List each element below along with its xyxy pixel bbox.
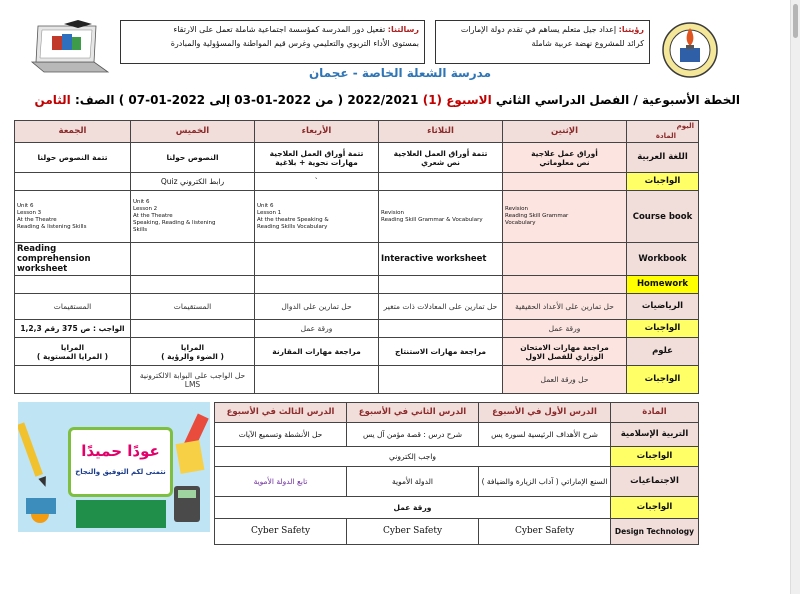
table-row xyxy=(215,519,699,545)
plan-title xyxy=(34,93,740,107)
subjects-lessons-table xyxy=(214,402,699,545)
plan-title-week: الاسبوع (1) xyxy=(422,93,492,107)
homework-cell xyxy=(379,276,503,294)
welcome-back-illustration xyxy=(18,402,210,532)
math-cell: المستقيمات xyxy=(15,294,131,320)
math-cell: حل تمارين على المعادلات ذات متغير xyxy=(379,294,503,320)
arabic-cell: النصوص حولنا xyxy=(131,143,255,173)
workbook-label: Workbook xyxy=(627,243,699,276)
arabic-hw-cell xyxy=(379,173,503,191)
design-cell: Cyber Safety xyxy=(215,519,347,545)
math-homework-label: الواجبات xyxy=(627,320,699,338)
lesson-header: الدرس الثاني في الأسبوع xyxy=(347,403,479,423)
table-row xyxy=(15,276,699,294)
table-row xyxy=(215,423,699,447)
workbook-cell xyxy=(131,243,255,276)
day-header: الإثنين xyxy=(503,121,627,143)
workbook-cell xyxy=(503,243,627,276)
lessons-header-row xyxy=(215,403,699,423)
science-homework-label: الواجبات xyxy=(627,366,699,394)
arabic-cell: تتمة النصوص حولنا xyxy=(15,143,131,173)
table-row xyxy=(15,173,699,191)
social-cell: الدولة الأموية xyxy=(347,467,479,497)
subject-design-technology: Design Technology xyxy=(611,519,699,545)
school-name: مدرسة الشعلة الخاصة - عجمان xyxy=(308,66,492,80)
subject-arabic: اللغة العربية xyxy=(627,143,699,173)
arabic-cell: تتمة أوراق العمل العلاجية مهارات نحوية + بلاغية xyxy=(255,143,379,173)
workbook-cell: Interactive worksheet xyxy=(379,243,503,276)
table-row xyxy=(215,447,699,467)
scrollbar-thumb[interactable] xyxy=(793,4,798,38)
subject-social: الاجتماعيات xyxy=(611,467,699,497)
arabic-hw-cell: رابط الكتروني Quiz xyxy=(131,173,255,191)
plan-title-grade: الثامن xyxy=(34,93,71,107)
islamic-cell: شرح الأهداف الرئيسية لسورة يس xyxy=(479,423,611,447)
plan-title-year: 2022/2021 xyxy=(347,93,419,107)
vision-text-2: كرائد للمشروع نهضة عربية شاملة xyxy=(531,39,644,48)
corner-cell xyxy=(627,121,699,143)
vision-text: إعداد جيل متعلم يساهم في تقدم دولة الإمارات xyxy=(460,25,617,34)
table-row xyxy=(15,143,699,173)
coursebook-cell: Revision Reading Skill Grammar Vocabulary xyxy=(503,191,627,243)
day-header: الثلاثاء xyxy=(379,121,503,143)
arabic-homework-label: الواجبات xyxy=(627,173,699,191)
table-row xyxy=(15,294,699,320)
social-homework-label: الواجبات xyxy=(611,497,699,519)
math-cell: حل تمارين على الأعداد الحقيقية xyxy=(503,294,627,320)
science-hw-cell xyxy=(379,366,503,394)
design-cell: Cyber Safety xyxy=(347,519,479,545)
days-header-row xyxy=(15,121,699,143)
science-hw-cell xyxy=(255,366,379,394)
table-row xyxy=(15,191,699,243)
islamic-homework-label: الواجبات xyxy=(611,447,699,467)
vision-label: رؤيتنا: xyxy=(618,25,644,34)
table-row xyxy=(15,338,699,366)
vertical-scrollbar[interactable] xyxy=(790,0,800,594)
math-hw-cell xyxy=(131,320,255,338)
subject-science: علوم xyxy=(627,338,699,366)
vision-box xyxy=(435,20,650,64)
coursebook-label: Course book xyxy=(627,191,699,243)
corner-subject: المادة xyxy=(655,132,676,140)
arabic-cell: تتمة أوراق العمل العلاجية نص شعري xyxy=(379,143,503,173)
arabic-cell: أوراق عمل علاجية نص معلوماتي xyxy=(503,143,627,173)
mission-text: تفعيل دور المدرسة كمؤسسة اجتماعية شاملة تعمل على الارتقاء xyxy=(173,25,386,34)
science-cell: مراجعة مهارات المقارنة xyxy=(255,338,379,366)
table-row xyxy=(15,366,699,394)
laptop-books-image xyxy=(24,18,116,82)
math-hw-cell: الواجب : ص 375 رقم 1,2,3 xyxy=(15,320,131,338)
subject-islamic: التربية الإسلامية xyxy=(611,423,699,447)
plan-title-grade-label: الصف: xyxy=(74,93,115,107)
arabic-hw-cell: ` xyxy=(255,173,379,191)
coursebook-cell: Revision Reading Skill Grammar & Vocabulary xyxy=(379,191,503,243)
islamic-homework-text: واجب إلكتروني xyxy=(215,447,611,467)
day-header: الأربعاء xyxy=(255,121,379,143)
science-cell: مراجعة مهارات الاستنتاج xyxy=(379,338,503,366)
homework-cell xyxy=(255,276,379,294)
arabic-hw-cell xyxy=(15,173,131,191)
workbook-cell xyxy=(255,243,379,276)
greeting-text: عودًا حميدًا xyxy=(81,442,160,460)
science-cell: مراجعة مهارات الامتحان الوزاري للفصل الاول xyxy=(503,338,627,366)
social-cell: تابع الدولة الأموية xyxy=(215,467,347,497)
day-header: الخميس xyxy=(131,121,255,143)
weekly-plan-table xyxy=(14,120,699,394)
design-cell: Cyber Safety xyxy=(479,519,611,545)
chalkboard-panel xyxy=(76,500,166,528)
table-row xyxy=(15,320,699,338)
mission-box xyxy=(120,20,425,64)
social-homework-text: ورقة عمل xyxy=(215,497,611,519)
corner-day: اليوم xyxy=(676,122,694,130)
coursebook-cell: Unit 6 Lesson 2 At the Theatre Speaking, Reading & listening Skills xyxy=(131,191,255,243)
plan-title-dates: ( من 2022-01-03 إلى 2022-01-07 ) xyxy=(118,93,344,107)
science-hw-cell: حل ورقة العمل xyxy=(503,366,627,394)
science-hw-cell: حل الواجب على البوابة الالكترونية LMS xyxy=(131,366,255,394)
homework-label: Homework xyxy=(627,276,699,294)
coursebook-cell: Unit 6 Lesson 1 At the theatre Speaking & Reading Skills Vocabulary xyxy=(255,191,379,243)
homework-cell xyxy=(15,276,131,294)
coursebook-cell: Unit 6 Lesson 3 At the Theatre Reading & listening Skills xyxy=(15,191,131,243)
math-cell: المستقيمات xyxy=(131,294,255,320)
plan-title-part1: الخطة الأسبوعية / الفصل الدراسي الثاني xyxy=(495,93,740,107)
science-cell: المرايا ( المرايا المستوية ) xyxy=(15,338,131,366)
table-row xyxy=(15,243,699,276)
islamic-cell: حل الأنشطة وتسميع الآيات xyxy=(215,423,347,447)
math-hw-cell: ورقة عمل xyxy=(255,320,379,338)
subject-math: الرياضيات xyxy=(627,294,699,320)
islamic-cell: شرح درس : قصة مؤمن آل يس xyxy=(347,423,479,447)
math-hw-cell xyxy=(379,320,503,338)
social-cell: السنع الإماراتي ( آداب الزيارة والضيافة ) xyxy=(479,467,611,497)
lesson-header: الدرس الأول في الأسبوع xyxy=(479,403,611,423)
science-hw-cell xyxy=(15,366,131,394)
math-hw-cell: ورقة عمل xyxy=(503,320,627,338)
table-row xyxy=(215,467,699,497)
homework-cell xyxy=(131,276,255,294)
school-logo xyxy=(660,18,720,80)
mission-text-2: بمستوى الأداء التربوي والتعليمي وغرس قيم المواطنة والمسؤولية والمبادرة xyxy=(170,39,419,48)
homework-cell xyxy=(503,276,627,294)
whiteboard-frame xyxy=(68,427,173,497)
table-row xyxy=(215,497,699,519)
lesson-header: المادة xyxy=(611,403,699,423)
science-cell: المرايا ( الضوء والرؤية ) xyxy=(131,338,255,366)
arabic-hw-cell xyxy=(503,173,627,191)
mission-label: رسالتنا: xyxy=(387,25,419,34)
workbook-cell: Reading comprehension worksheet xyxy=(15,243,131,276)
day-header: الجمعة xyxy=(15,121,131,143)
tagline-text: نتمنى لكم التوفيق والنجاح xyxy=(75,468,166,476)
lesson-header: الدرس الثالث في الأسبوع xyxy=(215,403,347,423)
math-cell: حل تمارين على الدوال xyxy=(255,294,379,320)
